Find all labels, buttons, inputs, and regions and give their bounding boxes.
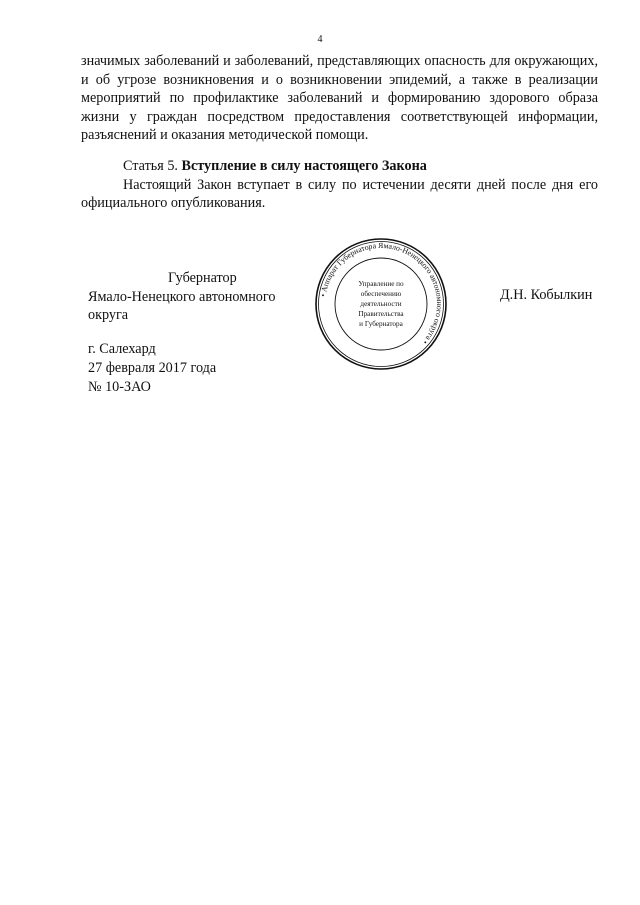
signatory-title: [88, 269, 318, 325]
seal-line-4: Правительства: [358, 310, 404, 318]
seal-line-5: и Губернатора: [359, 320, 403, 328]
article-heading: [81, 157, 598, 176]
seal-graphic: [314, 237, 448, 371]
seal-line-2: обеспечению: [360, 290, 402, 298]
article-number: Статья 5.: [123, 157, 182, 174]
paragraph-continuation: значимых заболеваний и заболеваний, представляющих опасность для окружающих, и об угрозе возникновения и о возникновении эпидемий, а также в реализации мероприятий по профилактике заболеваний и формированию здорового образа жизни у граждан посредством предоставления соответствующей информации, разъяснений и оказания методической помощи.: [81, 53, 598, 144]
document-body: [81, 52, 598, 213]
seal-line-1: Управление по: [358, 280, 404, 288]
footer-number: № 10-ЗАО: [88, 378, 151, 395]
footer-city: г. Салехард: [88, 341, 156, 357]
seal-ring-text: • Аппарат Губернатора Ямало-Ненецкого автономного округа •: [318, 240, 445, 347]
seal-line-3: деятельности: [360, 300, 402, 308]
signatory-region: Ямало-Ненецкого автономного округа: [88, 288, 276, 324]
footer-date: 27 февраля 2017 года: [88, 359, 217, 376]
article-title: Вступление в силу настоящего Закона: [181, 157, 427, 174]
document-footer: [88, 340, 216, 396]
article-text: Настоящий Закон вступает в силу по истечении десяти дней после дня его официального опубликования.: [81, 176, 598, 212]
official-seal: [314, 237, 448, 371]
page-number: 4: [317, 34, 323, 45]
signatory-position: Губернатор: [168, 270, 237, 286]
signatory-name: Д.Н. Кобылкин: [500, 287, 593, 303]
